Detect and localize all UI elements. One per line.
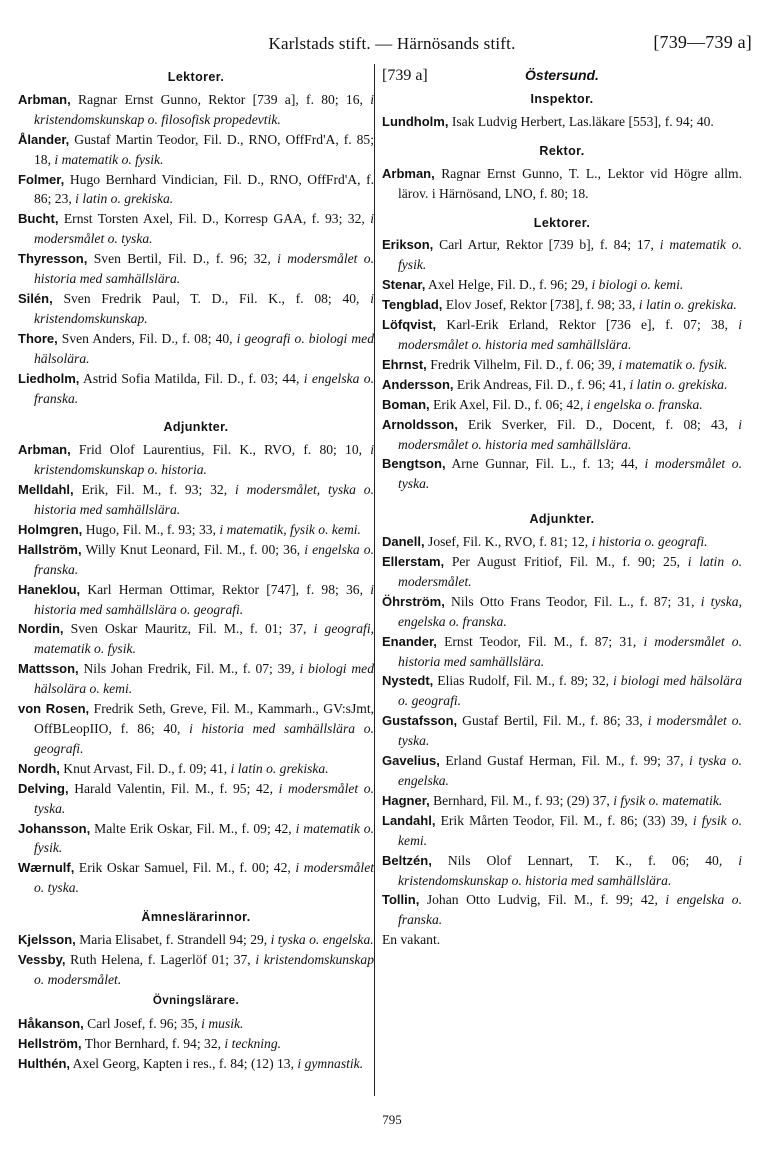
staff-name: Hulthén, — [18, 1055, 70, 1071]
staff-subjects: i biologi o. kemi. — [591, 277, 684, 293]
staff-details: Malte Erik Oskar, Fil. M., f. 09; 42, — [90, 820, 296, 836]
right-column — [382, 66, 742, 950]
staff-name: Mattsson, — [18, 661, 79, 677]
staff-entry — [18, 90, 374, 130]
staff-details: Sven Bertil, Fil. D., f. 96; 32, — [87, 251, 278, 267]
staff-entry — [382, 454, 742, 494]
staff-details: Erland Gustaf Herman, Fil. M., f. 99; 37, — [439, 753, 690, 769]
staff-name: Nystedt, — [382, 673, 434, 689]
section-list — [382, 532, 742, 930]
staff-name: Nordh, — [18, 760, 60, 776]
staff-subjects: i gymnastik. — [297, 1055, 364, 1071]
staff-entry — [382, 295, 742, 315]
staff-name: Hellström, — [18, 1035, 82, 1051]
staff-name: Silén, — [18, 290, 53, 306]
staff-entry — [382, 671, 742, 711]
staff-subjects: i latin o. grekiska. — [638, 297, 737, 313]
staff-details: Erik Axel, Fil. D., f. 06; 42, — [429, 396, 587, 412]
staff-entry — [18, 1014, 374, 1034]
staff-subjects: i historia med samhällslära o. geografi. — [34, 721, 374, 756]
staff-subjects: i latin o. grekiska. — [629, 376, 728, 392]
staff-entry — [382, 395, 742, 415]
staff-details: Knut Arvast, Fil. D., f. 09; 41, — [59, 760, 231, 776]
section-list — [382, 235, 742, 494]
staff-entry — [18, 779, 374, 819]
section-heading: Ämneslärarinnor. — [141, 910, 251, 925]
staff-name: Stenar, — [382, 277, 426, 293]
staff-subjects: i kristendomskunskap o. historia med samhällslära. — [398, 852, 742, 888]
staff-details: Gustaf Martin Teodor, Fil. D., RNO, OffFrd'A, f. 85; 18, — [34, 131, 374, 167]
staff-details: Hugo, Fil. M., f. 93; 33, — [82, 521, 220, 537]
staff-subjects: i matematik o. fysik. — [618, 356, 728, 372]
section-list — [18, 440, 374, 898]
staff-details: Nils Otto Frans Teodor, Fil. L., f. 87; 31, — [444, 593, 701, 609]
staff-entry — [382, 275, 742, 295]
staff-entry — [18, 249, 374, 289]
staff-details: Thor Bernhard, f. 94; 32, — [81, 1035, 225, 1051]
staff-name: Holmgren, — [18, 521, 83, 537]
staff-details: Maria Elisabet, f. Strandell 94; 29, — [75, 932, 271, 948]
staff-entry — [18, 619, 374, 659]
staff-subjects: i kristendomskunskap o. historia. — [34, 442, 374, 478]
staff-subjects: i latin o. modersmålet. — [398, 554, 742, 589]
staff-name: von Rosen, — [18, 701, 90, 717]
staff-subjects: i modersmålet o. tyska. — [34, 780, 374, 816]
staff-entry — [18, 930, 374, 950]
staff-name: Nordin, — [18, 621, 64, 637]
staff-details: Erik Mårten Teodor, Fil. M., f. 86; (33) 39, — [435, 812, 693, 828]
staff-entry — [18, 1054, 374, 1074]
place-heading — [382, 66, 742, 88]
city-title: Östersund. — [525, 67, 599, 83]
staff-subjects: i teckning. — [224, 1035, 282, 1051]
staff-details: Willy Knut Leonard, Fil. M., f. 00; 36, — [81, 541, 305, 557]
staff-name: Arbman, — [18, 442, 71, 458]
staff-details: Josef, Fil. K., RVO, f. 81; 12, — [424, 534, 592, 550]
staff-subjects: i geografi o. biologi med hälsolära. — [34, 330, 375, 366]
staff-details: Frid Olof Laurentius, Fil. K., RVO, f. 80; 10, — [70, 442, 371, 458]
staff-details: Erik Oskar Samuel, Fil. M., f. 00; 42, — [74, 860, 296, 876]
staff-details: Gustaf Bertil, Fil. M., f. 86; 33, — [457, 713, 648, 729]
staff-name: Wærnulf, — [18, 860, 75, 876]
staff-name: Folmer, — [18, 171, 65, 187]
staff-name: Hagner, — [382, 792, 430, 808]
staff-details: Hugo Bernhard Vindician, Fil. D., RNO, OffFrd'A, f. 86; 23, — [34, 171, 374, 207]
vacancy-note: En vakant. — [382, 932, 441, 948]
staff-subjects: i matematik, fysik o. kemi. — [219, 521, 361, 537]
staff-entry — [18, 1034, 374, 1054]
staff-details: Nils Johan Fredrik, Fil. M., f. 07; 39, — [78, 661, 300, 677]
staff-details: Ragnar Ernst Gunno, T. L., Lektor vid Högre allm. lärov. i Härnösand, LNO, f. 80; 18. — [398, 165, 742, 201]
staff-entry — [18, 520, 374, 540]
staff-entry — [18, 950, 374, 990]
staff-subjects: i kristendomskunskap. — [34, 290, 374, 326]
staff-entry — [382, 592, 742, 632]
staff-name: Enander, — [382, 633, 437, 649]
staff-subjects: i modersmålet o. historia med samhällslära. — [398, 317, 742, 352]
staff-entry — [382, 811, 742, 851]
staff-name: Johansson, — [18, 820, 91, 836]
staff-name: Löfqvist, — [382, 317, 437, 333]
staff-subjects: i engelska o. franska. — [398, 892, 742, 928]
staff-subjects: i matematik o. fysik. — [34, 820, 374, 856]
left-column — [18, 66, 374, 1073]
entry-reference: [739 a] — [382, 67, 428, 84]
header-title: Karlstads stift. — Härnösands stift. — [268, 34, 516, 53]
staff-entry — [18, 440, 374, 480]
staff-entry — [18, 699, 374, 759]
staff-details: Harald Valentin, Fil. M., f. 95; 42, — [68, 780, 279, 796]
staff-entry — [18, 659, 374, 699]
section-heading: Övningslärare. — [152, 994, 240, 1007]
staff-subjects: i modersmålet o. tyska. — [398, 713, 742, 749]
staff-entry — [18, 540, 374, 580]
staff-details: Bernhard, Fil. M., f. 93; (29) 37, — [429, 792, 614, 808]
staff-name: Bengtson, — [382, 456, 446, 472]
section-heading: Inspektor. — [530, 92, 594, 106]
staff-details: Nils Olof Lennart, T. K., f. 06; 40, — [431, 852, 739, 868]
staff-subjects: i kristendomskunskap o. modersmålet. — [34, 951, 375, 987]
staff-details: Sven Fredrik Paul, T. D., Fil. K., f. 08; 40, — [52, 290, 371, 306]
section-heading: Adjunkter. — [163, 420, 229, 435]
staff-subjects: i geografi, matematik o. fysik. — [34, 621, 374, 657]
staff-details: Isak Ludvig Herbert, Las.läkare [553], f. 94; 40. — [448, 113, 714, 129]
staff-name: Haneklou, — [18, 581, 81, 597]
staff-entry — [18, 369, 374, 409]
staff-entry — [18, 130, 374, 170]
staff-subjects: i latin o. grekiska. — [230, 760, 329, 776]
staff-details: Karl Herman Ottimar, Rektor [747], f. 98; 36, — [80, 581, 371, 597]
staff-entry — [382, 632, 742, 672]
staff-entry — [382, 890, 742, 930]
staff-details: Axel Helge, Fil. D., f. 96; 29, — [425, 277, 592, 293]
section-heading: Lektorer. — [167, 70, 225, 84]
staff-subjects: i kristendomskunskap o. filosofisk propedevtik. — [34, 91, 374, 127]
staff-entry — [18, 819, 374, 859]
staff-entry — [18, 329, 374, 369]
staff-details: Ragnar Ernst Gunno, Rektor [739 a], f. 80; 16, — [70, 91, 371, 107]
staff-name: Arnoldsson, — [382, 416, 458, 432]
column-divider — [374, 64, 375, 1096]
staff-entry — [382, 552, 742, 592]
staff-entry — [18, 759, 374, 779]
staff-entry — [382, 235, 742, 275]
staff-details: Carl Josef, f. 96; 35, — [83, 1015, 202, 1031]
staff-entry — [382, 751, 742, 791]
section-list — [382, 164, 742, 204]
staff-name: Erikson, — [382, 237, 434, 253]
staff-subjects: i latin o. grekiska. — [75, 191, 174, 207]
section-list — [382, 112, 742, 132]
staff-subjects: i tyska o. engelska. — [270, 932, 374, 948]
staff-name: Gavelius, — [382, 753, 440, 769]
staff-subjects: i modersmålet, tyska o. historia med samhällslära. — [34, 482, 374, 518]
staff-entry — [382, 532, 742, 552]
staff-name: Tengblad, — [382, 297, 443, 313]
staff-details: Ernst Torsten Axel, Fil. D., Korresp GAA, f. 93; 32, — [58, 211, 371, 227]
staff-entry — [382, 112, 742, 132]
staff-subjects: i fysik o. kemi. — [398, 812, 743, 848]
staff-details: Astrid Sofia Matilda, Fil. D., f. 03; 44, — [79, 370, 304, 386]
staff-name: Arbman, — [18, 91, 71, 107]
staff-details: Axel Georg, Kapten i res., f. 84; (12) 13, — [70, 1055, 298, 1071]
section-list — [18, 90, 374, 409]
section-heading: Lektorer. — [533, 215, 591, 230]
staff-subjects: i modersmålet o. historia med samhällslära. — [34, 251, 374, 287]
section-list — [18, 930, 374, 990]
header-range: [739—739 a] — [653, 32, 752, 52]
staff-details: Sven Oskar Mauritz, Fil. M., f. 01; 37, — [63, 621, 314, 637]
staff-name: Håkanson, — [18, 1015, 84, 1031]
staff-subjects: i historia o. geografi. — [591, 534, 708, 550]
staff-entry — [382, 164, 742, 204]
staff-name: Lundholm, — [382, 113, 449, 129]
staff-name: Öhrström, — [382, 593, 445, 609]
staff-details: Elias Rudolf, Fil. M., f. 89; 32, — [433, 673, 614, 689]
staff-name: Melldahl, — [18, 482, 74, 498]
staff-name: Ellerstam, — [382, 554, 445, 570]
staff-entry — [18, 170, 374, 210]
staff-subjects: i historia med samhällslära o. geografi. — [34, 581, 374, 617]
staff-details: Fredrik Seth, Greve, Fil. M., Kammarh., GV:sJmt, OffBLeopIIO, f. 86; 40, — [34, 701, 374, 736]
staff-name: Kjelsson, — [18, 932, 76, 948]
staff-details: Johan Otto Ludvig, Fil. M., f. 99; 42, — [419, 892, 666, 908]
staff-details: Arne Gunnar, Fil. L., f. 13; 44, — [445, 456, 645, 472]
staff-name: Thore, — [18, 330, 58, 346]
page-number: 795 — [382, 1112, 402, 1127]
staff-name: Bucht, — [18, 211, 59, 227]
staff-subjects: i musik. — [201, 1015, 244, 1031]
staff-entry — [382, 711, 742, 751]
staff-subjects: i biologi med hälsolära o. kemi. — [34, 661, 374, 697]
staff-details: Ruth Helena, f. Lagerlöf 01; 37, — [65, 951, 256, 967]
staff-details: Carl Artur, Rektor [739 b], f. 84; 17, — [433, 237, 660, 253]
staff-entry — [18, 858, 374, 898]
staff-name: Andersson, — [382, 376, 454, 392]
staff-details: Erik Andreas, Fil. D., f. 96; 41, — [453, 376, 630, 392]
staff-details: Fredrik Vilhelm, Fil. D., f. 06; 39, — [426, 356, 619, 372]
section-heading: Rektor. — [539, 143, 585, 158]
staff-details: Per August Fritiof, Fil. M., f. 90; 25, — [444, 554, 688, 570]
staff-subjects: i modersmålet o. tyska. — [398, 456, 743, 492]
staff-name: Gustafsson, — [382, 713, 458, 729]
staff-details: Ernst Teodor, Fil. M., f. 87; 31, — [436, 633, 644, 649]
staff-entry — [382, 375, 742, 395]
staff-name: Beltzén, — [382, 852, 432, 868]
staff-subjects: i modersmålet o. tyska. — [34, 211, 374, 247]
staff-name: Hallström, — [18, 541, 82, 557]
staff-subjects: i biologi med hälsolära o. geografi. — [398, 673, 742, 709]
section-list — [18, 1014, 374, 1074]
staff-subjects: i tyska, engelska o. franska. — [398, 593, 742, 629]
staff-name: Arbman, — [382, 165, 435, 181]
staff-name: Delving, — [18, 780, 69, 796]
staff-entry — [18, 209, 374, 249]
staff-subjects: i modersmålet o. historia med samhällslära. — [398, 633, 742, 669]
staff-subjects: i matematik o. fysik. — [54, 151, 164, 167]
staff-entry — [382, 851, 742, 891]
staff-name: Ålander, — [18, 131, 70, 147]
staff-name: Tollin, — [382, 892, 420, 908]
staff-entry — [18, 480, 374, 520]
staff-details: Karl-Erik Erland, Rektor [736 e], f. 07; 38, — [436, 317, 739, 333]
staff-entry — [18, 580, 374, 620]
staff-name: Boman, — [382, 396, 430, 412]
staff-subjects: i matematik o. fysik. — [398, 237, 742, 273]
staff-name: Ehrnst, — [382, 356, 427, 372]
staff-details: Elov Josef, Rektor [738], f. 98; 33, — [442, 297, 639, 313]
staff-details: Erik Sverker, Fil. D., Docent, f. 08; 43, — [457, 416, 739, 432]
staff-entry — [18, 289, 374, 329]
staff-name: Liedholm, — [18, 370, 80, 386]
staff-name: Landahl, — [382, 812, 436, 828]
staff-subjects: i modersmålet o. tyska. — [34, 860, 375, 896]
staff-name: Thyresson, — [18, 251, 88, 267]
staff-subjects: i fysik o. matematik. — [613, 792, 723, 808]
staff-subjects: i tyska o. engelska. — [398, 753, 742, 788]
staff-entry — [382, 355, 742, 375]
staff-name: Danell, — [382, 534, 425, 550]
staff-entry — [382, 415, 742, 455]
staff-subjects: i engelska o. franska. — [34, 541, 375, 577]
staff-subjects: i modersmålet o. historia med samhällslära. — [398, 416, 742, 452]
staff-entry — [382, 315, 742, 355]
section-heading: Adjunkter. — [529, 512, 595, 527]
staff-subjects: i engelska o. franska. — [586, 396, 703, 412]
page-header — [20, 30, 764, 56]
staff-entry — [382, 791, 742, 811]
staff-details: Erik, Fil. M., f. 93; 32, — [73, 482, 235, 498]
staff-name: Vessby, — [18, 951, 66, 967]
staff-details: Sven Anders, Fil. D., f. 08; 40, — [57, 330, 237, 346]
staff-subjects: i engelska o. franska. — [34, 370, 375, 406]
